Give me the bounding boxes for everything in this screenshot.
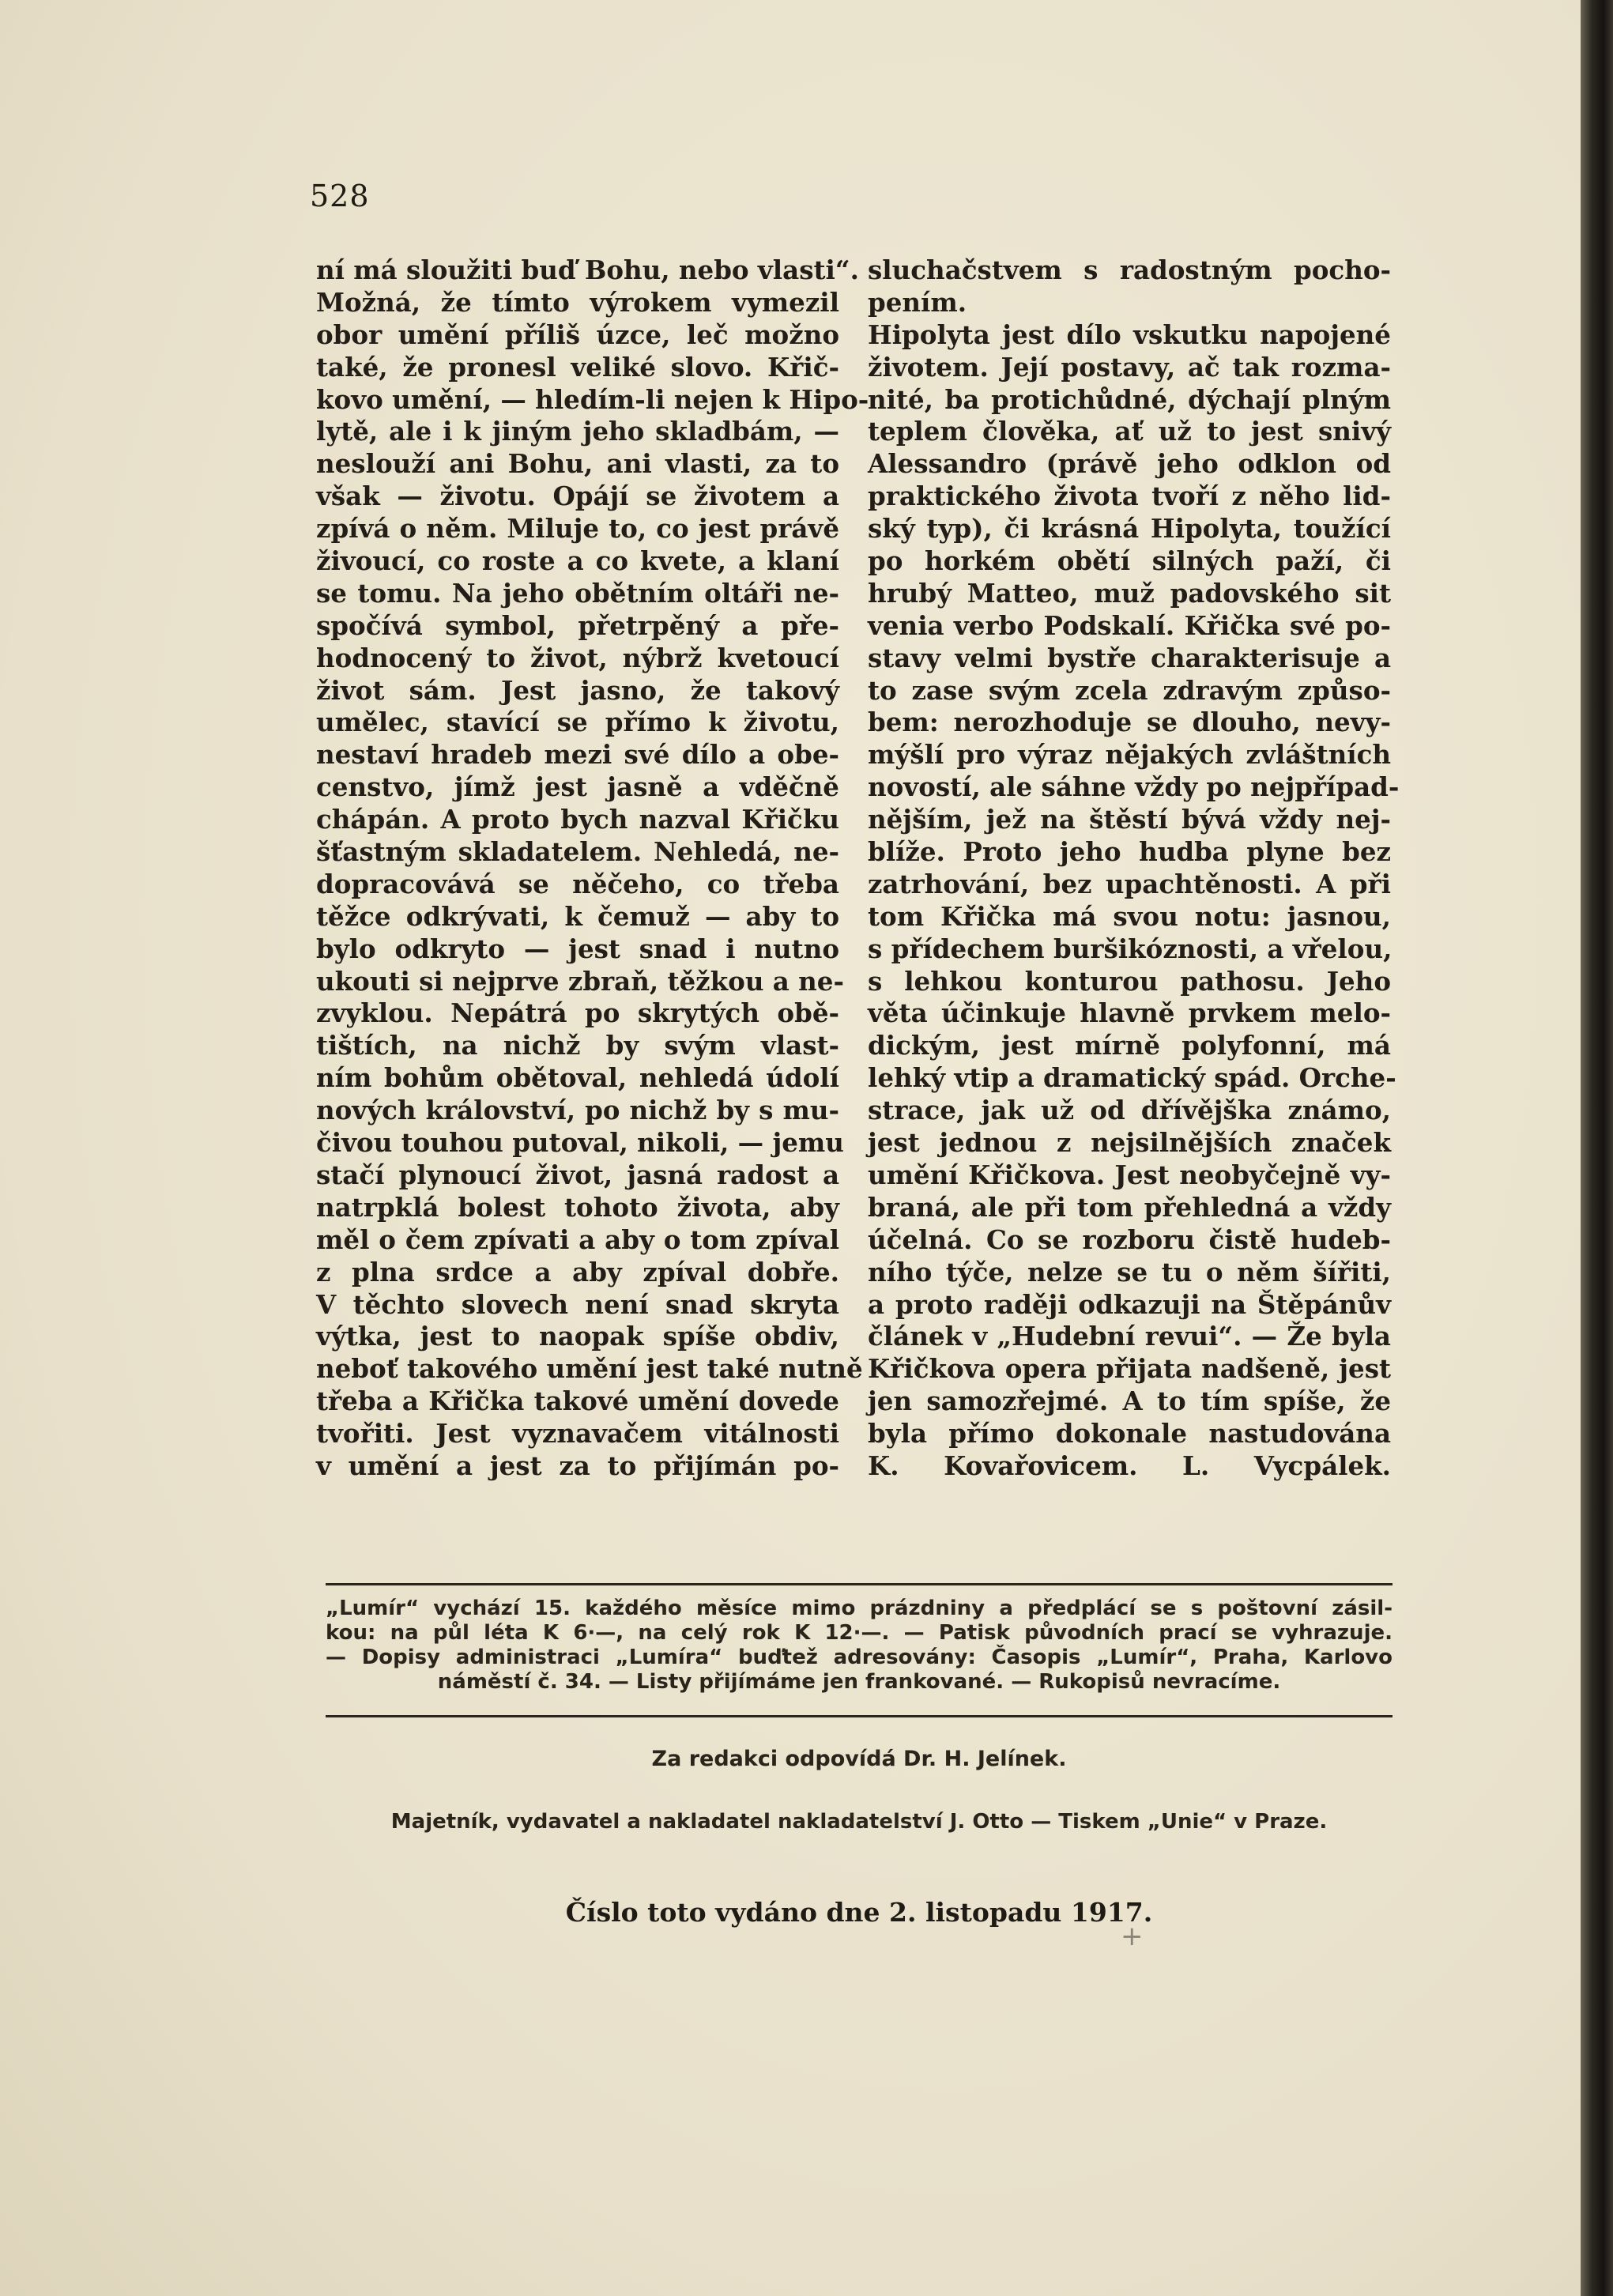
text-line: venia verbo Podskalí. Křička své po- <box>868 609 1391 641</box>
text-line: neboť takového umění jest také nutně <box>316 1353 863 1385</box>
text-line: měl o čem zpívati a aby o tom zpíval <box>316 1223 839 1255</box>
text-line: byla přímo dokonale nastudována <box>868 1418 1391 1450</box>
text-line: lytě, ale i k jiným jeho skladbám, — <box>316 416 839 447</box>
text-line: věta účinkuje hlavně prvkem melo- <box>868 997 1391 1029</box>
text-line: a proto raději odkazuji na Štěpánův <box>868 1288 1391 1320</box>
text-line: K. Kovařovicem. L. Vycpálek. <box>868 1450 1391 1481</box>
text-line: tištích, na nichž by svým vlast- <box>316 1030 839 1061</box>
issue-date: Číslo toto vydáno dne 2. listopadu 1917. <box>565 1897 1153 1928</box>
text-line: zvyklou. Nepátrá po skrytých obě- <box>316 997 839 1029</box>
text-line: v umění a jest za to přijímán po- <box>316 1450 839 1481</box>
text-line: natrpklá bolest tohoto života, aby <box>316 1191 839 1223</box>
text-line: neslouží ani Bohu, ani vlasti, za to <box>316 448 839 480</box>
text-line: stavy velmi bystře charakterisuje a <box>868 642 1391 673</box>
top-divider <box>326 1583 1393 1585</box>
text-line: čivou touhou putoval, nikoli, — jemu <box>316 1127 844 1159</box>
text-line: tvořiti. Jest vyznavačem vitálnosti <box>316 1418 839 1450</box>
text-line: Křičkova opera přijata nadšeně, jest <box>868 1353 1391 1385</box>
text-line: hrubý Matteo, muž padovského sit <box>868 577 1391 609</box>
text-line: pením. <box>868 286 967 318</box>
text-line: také, že pronesl veliké slovo. Křič- <box>316 351 839 383</box>
page-number: 528 <box>310 179 370 213</box>
text-line: bylo odkryto — jest snad i nutno <box>316 933 839 964</box>
text-line: Možná, že tímto výrokem vymezil <box>316 286 839 318</box>
text-line: životem. Její postavy, ač tak rozma- <box>868 351 1391 383</box>
text-line: umění Křičkova. Jest neobyčejně vy- <box>868 1159 1391 1190</box>
text-line: s lehkou konturou pathosu. Jeho <box>868 965 1391 997</box>
text-line: zpívá o něm. Miluje to, co jest právě <box>316 513 839 545</box>
left-column <box>316 254 869 1483</box>
text-line: teplem člověka, ať už to jest snivý <box>868 416 1391 447</box>
text-line: stačí plynoucí život, jasná radost a <box>316 1159 839 1190</box>
text-line: účelná. Co se rozboru čistě hudeb- <box>868 1223 1391 1255</box>
text-line: dopracovává se něčeho, co třeba <box>316 868 839 899</box>
text-line: výtka, jest to naopak spíše obdiv, <box>316 1321 839 1352</box>
text-line: život sám. Jest jasno, že takový <box>316 674 839 706</box>
text-line: V těchto slovech není snad skryta <box>316 1288 839 1320</box>
text-line: z plna srdce a aby zpíval dobře. <box>316 1256 839 1287</box>
notice-line: „Lumír“ vychází 15. každého měsíce mimo prázdniny a předplácí se s poštovní zásil- <box>326 1597 1393 1620</box>
text-line: spočívá symbol, přetrpěný a pře- <box>316 609 839 641</box>
text-line: blíže. Proto jeho hudba plyne bez <box>868 836 1391 868</box>
text-line: ní má sloužiti buď Bohu, nebo vlasti“. <box>316 254 859 285</box>
notice-line: — Dopisy administraci „Lumíra“ buďtež adresovány: Časopis „Lumír“, Praha, Karlovo <box>326 1646 1393 1669</box>
notice-line: kou: na půl léta K 6·—, na celý rok K 12·—. — Patisk původních prací se vyhrazuje. <box>326 1621 1393 1645</box>
text-line: mýšlí pro výraz nějakých zvláštních <box>868 739 1391 771</box>
text-line: však — životu. Opájí se životem a <box>316 481 839 512</box>
text-line: obor umění příliš úzce, leč možno <box>316 319 839 350</box>
text-line: ního týče, nelze se tu o něm šířiti, <box>868 1256 1391 1287</box>
text-line: jen samozřejmé. A to tím spíše, že <box>868 1386 1391 1417</box>
subscription-notice <box>326 1597 1393 1695</box>
text-line: ský typ), či krásná Hipolyta, toužící <box>868 513 1391 545</box>
text-line: nité, ba protichůdné, dýchají plným <box>868 383 1391 415</box>
bottom-divider <box>326 1715 1393 1717</box>
text-line: praktického života tvoří z něho lid- <box>868 481 1391 512</box>
text-line: ním bohům obětoval, nehledá údolí <box>316 1062 839 1094</box>
publisher-credit: Majetník, vydavatel a nakladatel nakladatelství J. Otto — Tiskem „Unie“ v Praze. <box>390 1810 1328 1834</box>
text-line: zatrhování, bez upachtěnosti. A při <box>868 868 1391 899</box>
text-line: živoucí, co roste a co kvete, a klaní <box>316 545 839 577</box>
book-binding-edge <box>1581 0 1613 2296</box>
text-line: Hipolyta jest dílo vskutku napojené <box>868 319 1391 350</box>
pencil-mark: + <box>1121 1921 1144 1952</box>
text-line: nestaví hradeb mezi své dílo a obe- <box>316 739 839 771</box>
text-line: jest jednou z nejsilnějších značek <box>868 1127 1391 1159</box>
text-line: umělec, stavící se přímo k životu, <box>316 707 839 738</box>
text-line: sluchačstvem s radostným pocho- <box>868 254 1391 285</box>
text-line: lehký vtip a dramatický spád. Orche- <box>868 1062 1396 1094</box>
text-line: ukouti si nejprve zbraň, těžkou a ne- <box>316 965 844 997</box>
text-line: hodnocený to život, nýbrž kvetoucí <box>316 642 839 673</box>
text-line: po horkém obětí silných paží, či <box>868 545 1391 577</box>
notice-line: náměstí č. 34. — Listy přijímáme jen frankované. — Rukopisů nevracíme. <box>437 1670 1281 1694</box>
text-line: tom Křička má svou notu: jasnou, <box>868 900 1391 932</box>
editor-credit: Za redakci odpovídá Dr. H. Jelínek. <box>651 1747 1067 1771</box>
text-line: Alessandro (právě jeho odklon od <box>868 448 1391 480</box>
text-line: článek v „Hudební revui“. — Že byla <box>868 1321 1391 1352</box>
text-line: šťastným skladatelem. Nehledá, ne- <box>316 836 839 868</box>
text-line: s přídechem buršikóznosti, a vřelou, <box>868 933 1393 964</box>
text-line: dickým, jest mírně polyfonní, má <box>868 1030 1391 1061</box>
text-line: strace, jak už od dřívějška známo, <box>868 1095 1391 1126</box>
text-line: chápán. A proto bych nazval Křičku <box>316 804 839 835</box>
text-line: se tomu. Na jeho obětním oltáři ne- <box>316 577 839 609</box>
text-line: kovo umění, — hledím-li nejen k Hipo- <box>316 383 869 415</box>
text-line: bem: nerozhoduje se dlouho, nevy- <box>868 707 1391 738</box>
text-line: censtvo, jímž jest jasně a vděčně <box>316 771 839 803</box>
text-line: těžce odkrývati, k čemuž — aby to <box>316 900 839 932</box>
text-line: to zase svým zcela zdravým způso- <box>868 674 1391 706</box>
right-column <box>868 254 1400 1483</box>
text-line: novostí, ale sáhne vždy po nejpřípad- <box>868 771 1400 803</box>
text-line: nových království, po nichž by s mu- <box>316 1095 839 1126</box>
text-line: třeba a Křička takové umění dovede <box>316 1386 839 1417</box>
text-line: braná, ale při tom přehledná a vždy <box>868 1191 1391 1223</box>
text-line: nějším, jež na štěstí bývá vždy nej- <box>868 804 1391 835</box>
